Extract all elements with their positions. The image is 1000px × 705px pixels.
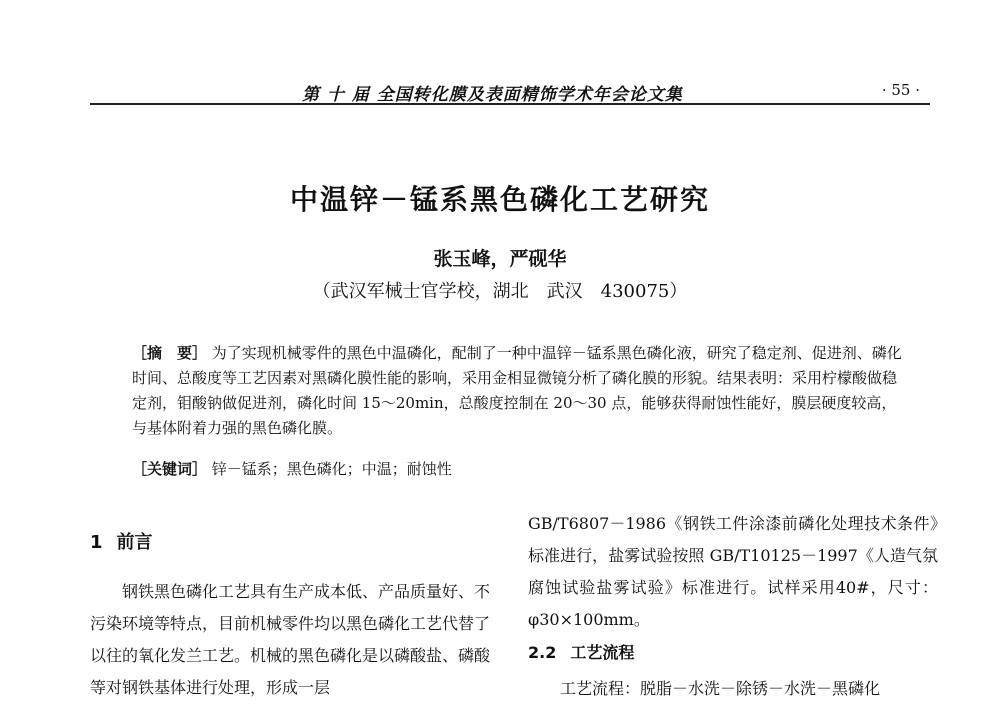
subsection-title: 工艺流程 — [570, 643, 635, 662]
introduction-paragraph: 钢铁黑色磷化工艺具有生产成本低、产品质量好、不污染环境等特点，目前机械零件均以黑色磷化工艺代替了以往的氧化发兰工艺。机械的黑色磷化是以磷酸盐、磷酸等对钢铁基体进行处理，形成一层 — [90, 582, 491, 697]
abstract-text: 为了实现机械零件的黑色中温磷化，配制了一种中温锌－锰系黑色磷化液，研究了稳定剂、促进剂、磷化时间、总酸度等工艺因素对黑磷化膜性能的影响，采用金相显微镜分析了磷化膜的形貌。结果表明：采用柠檬酸做稳定剂，钼酸钠做促进剂，磷化时间 15～20min，总酸度控制在 20～30 点，能够获得耐蚀性能好，膜层硬度较高，与基体附着力强的黑色磷化膜。 — [132, 344, 902, 437]
article-affiliation: （武汉军械士官学校，湖北 武汉 430075） — [312, 281, 688, 302]
right-column — [528, 508, 938, 705]
article-authors: 张玉峰，严砚华 — [433, 248, 567, 270]
section-heading-introduction — [90, 528, 490, 554]
abstract — [132, 341, 902, 441]
running-header — [90, 80, 930, 104]
left-column — [90, 528, 490, 704]
subsection-number: 2.2 — [528, 643, 557, 662]
keywords-label: ［关键词］ — [132, 460, 208, 478]
process-paragraph: 工艺流程：脱脂－水洗－除锈－水洗－黑磷化 — [560, 679, 881, 698]
section-title: 前言 — [116, 532, 153, 553]
standards-paragraph: GB/T6807－1986《钢铁工件涂漆前磷化处理技术条件》标准进行，盐雾试验按照 GB/T10125－1997《人造气氛腐蚀试验盐雾试验》标准进行。试样采用40#，尺寸：φ30×100mm。 — [528, 514, 938, 629]
subsection-heading-process — [528, 640, 938, 663]
keywords-text: 锌－锰系；黑色磷化；中温；耐蚀性 — [211, 460, 452, 478]
keywords — [132, 457, 902, 481]
abstract-label: ［摘 要］ — [132, 344, 208, 362]
journal-name: 第 十 届 全国转化膜及表面精饰学术年会论文集 — [302, 85, 683, 105]
header-rule — [90, 103, 930, 105]
page-number: · 55 · — [881, 81, 920, 99]
article-title: 中温锌－锰系黑色磷化工艺研究 — [289, 183, 710, 216]
section-number: 1 — [90, 532, 103, 553]
